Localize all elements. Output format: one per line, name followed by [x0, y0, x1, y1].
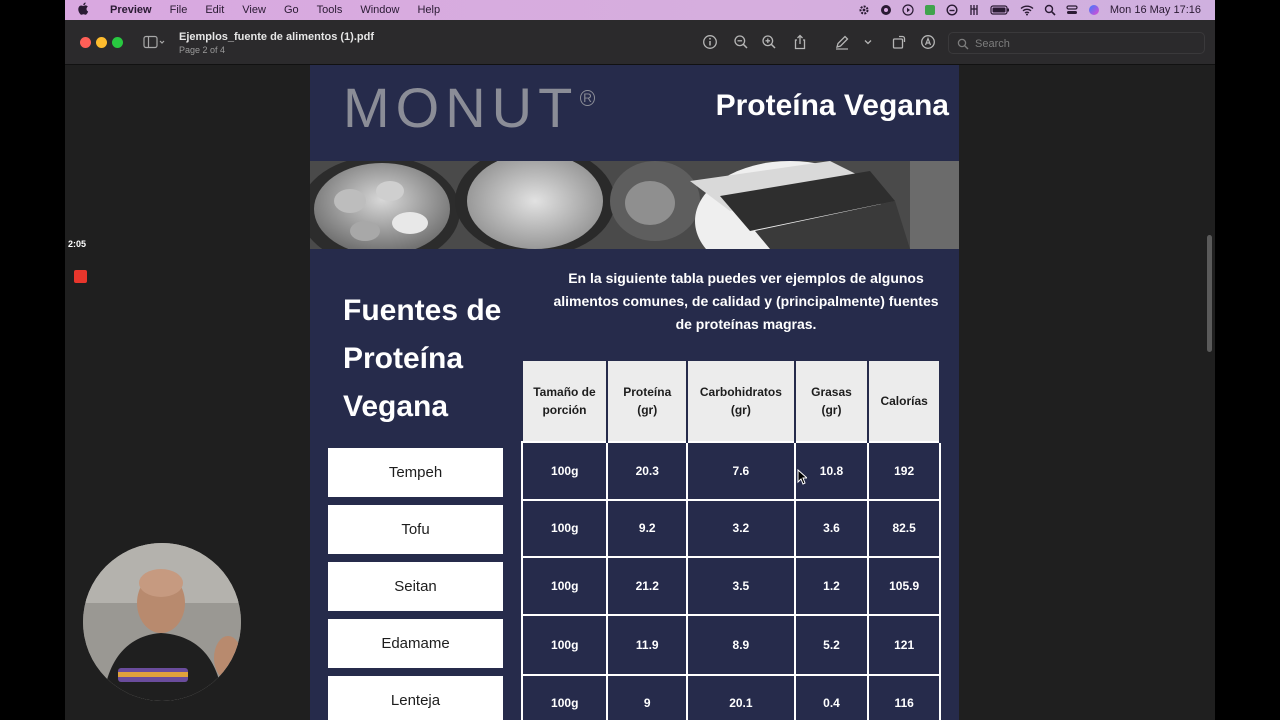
menu-help[interactable]: Help — [417, 4, 441, 16]
table-cell: 9.2 — [607, 500, 687, 557]
table-cell: 116 — [868, 675, 940, 720]
food-label: Seitan — [328, 562, 503, 611]
column-header: Calorías — [868, 361, 940, 442]
share-icon[interactable] — [792, 34, 808, 50]
column-header: Carbohidratos (gr) — [687, 361, 795, 442]
section-heading: Fuentes de Proteína Vegana — [343, 294, 502, 423]
wifi-icon[interactable] — [1020, 4, 1034, 16]
table-cell: 121 — [868, 615, 940, 675]
menubar-clock[interactable]: Mon 16 May 17:16 — [1109, 4, 1201, 16]
fork-icon[interactable] — [968, 4, 980, 16]
table-row — [522, 557, 940, 615]
document-title: Ejemplos_fuente de alimentos (1).pdf — [179, 31, 374, 43]
webcam-bubble — [83, 543, 241, 701]
registered-mark: R — [580, 90, 595, 106]
column-header: Proteína (gr) — [607, 361, 687, 442]
table-cell: 10.8 — [795, 442, 869, 500]
menu-app-preview[interactable]: Preview — [110, 4, 152, 16]
table-cell: 100g — [522, 557, 607, 615]
brand-name: MONUT — [343, 76, 579, 139]
menu-view[interactable]: View — [242, 4, 266, 16]
table-cell: 7.6 — [687, 442, 795, 500]
food-label: Edamame — [328, 619, 503, 668]
search-field[interactable] — [948, 32, 1205, 54]
table-cell: 100g — [522, 442, 607, 500]
food-label: Tempeh — [328, 448, 503, 497]
table-cell: 0.4 — [795, 675, 869, 720]
circle-icon[interactable] — [946, 4, 958, 16]
zoom-out-icon[interactable] — [733, 34, 749, 50]
annotate-icon[interactable] — [920, 34, 936, 50]
table-cell: 192 — [868, 442, 940, 500]
status-area — [858, 4, 1215, 16]
close-window-button[interactable] — [80, 37, 91, 48]
battery-icon[interactable] — [990, 4, 1010, 16]
intro-text: En la siguiente tabla puedes ver ejemplos de algunos alimentos comunes, de calidad y (principalmente) fuentes de proteínas magras. — [553, 270, 939, 332]
table-cell: 100g — [522, 500, 607, 557]
vertical-scrollbar[interactable] — [1207, 235, 1212, 352]
page-title: Proteína Vegana — [715, 89, 949, 122]
recording-timer: 2:05 — [68, 239, 87, 249]
table-cell: 3.5 — [687, 557, 795, 615]
food-label: Lenteja — [328, 676, 503, 720]
table-cell: 11.9 — [607, 615, 687, 675]
apple-menu-icon[interactable] — [65, 2, 101, 18]
column-header: Tamaño de porción — [522, 361, 607, 442]
zoom-in-icon[interactable] — [761, 34, 777, 50]
table-row — [522, 615, 940, 675]
table-cell: 1.2 — [795, 557, 869, 615]
food-photo — [310, 161, 959, 249]
table-header-row — [522, 361, 940, 442]
chevron-down-icon[interactable] — [863, 34, 873, 50]
menu-go[interactable]: Go — [283, 4, 299, 16]
search-input[interactable] — [975, 36, 1195, 51]
table-cell: 3.6 — [795, 500, 869, 557]
table-cell: 100g — [522, 615, 607, 675]
table-cell: 8.9 — [687, 615, 795, 675]
minimize-window-button[interactable] — [96, 37, 107, 48]
control-center-icon[interactable] — [1066, 4, 1078, 16]
mouse-cursor-icon — [797, 469, 807, 485]
table-cell: 3.2 — [687, 500, 795, 557]
markup-pen-icon[interactable] — [834, 34, 850, 50]
sidebar-toggle-icon[interactable] — [143, 35, 165, 50]
table-cell: 20.1 — [687, 675, 795, 720]
table-cell: 82.5 — [868, 500, 940, 557]
rotate-icon[interactable] — [891, 34, 907, 50]
search-icon[interactable] — [1044, 4, 1056, 16]
table-cell: 9 — [607, 675, 687, 720]
menu-file[interactable]: File — [169, 4, 188, 16]
record-icon[interactable] — [880, 4, 892, 16]
table-cell: 21.2 — [607, 557, 687, 615]
table-row — [522, 675, 940, 720]
table-cell: 105.9 — [868, 557, 940, 615]
gear-icon[interactable] — [858, 4, 870, 16]
play-icon[interactable] — [902, 4, 914, 16]
table-cell: 5.2 — [795, 615, 869, 675]
table-cell: 20.3 — [607, 442, 687, 500]
search-field-icon — [957, 38, 969, 50]
menu-window[interactable]: Window — [360, 4, 400, 16]
table-row — [522, 500, 940, 557]
nutrition-table — [521, 360, 941, 720]
info-icon[interactable] — [702, 34, 718, 50]
zoom-window-button[interactable] — [112, 37, 123, 48]
food-label: Tofu — [328, 505, 503, 554]
menu-bar — [65, 0, 1215, 20]
window-toolbar — [65, 20, 1215, 65]
app-icon[interactable] — [924, 4, 936, 16]
pdf-page — [310, 65, 959, 720]
column-header: Grasas (gr) — [795, 361, 869, 442]
stop-recording-button[interactable] — [74, 270, 87, 283]
table-row — [522, 442, 940, 500]
siri-icon[interactable] — [1088, 4, 1100, 16]
menu-edit[interactable]: Edit — [205, 4, 225, 16]
page-indicator: Page 2 of 4 — [179, 45, 226, 55]
brand-logo — [343, 75, 595, 140]
menu-tools[interactable]: Tools — [316, 4, 343, 16]
table-cell: 100g — [522, 675, 607, 720]
